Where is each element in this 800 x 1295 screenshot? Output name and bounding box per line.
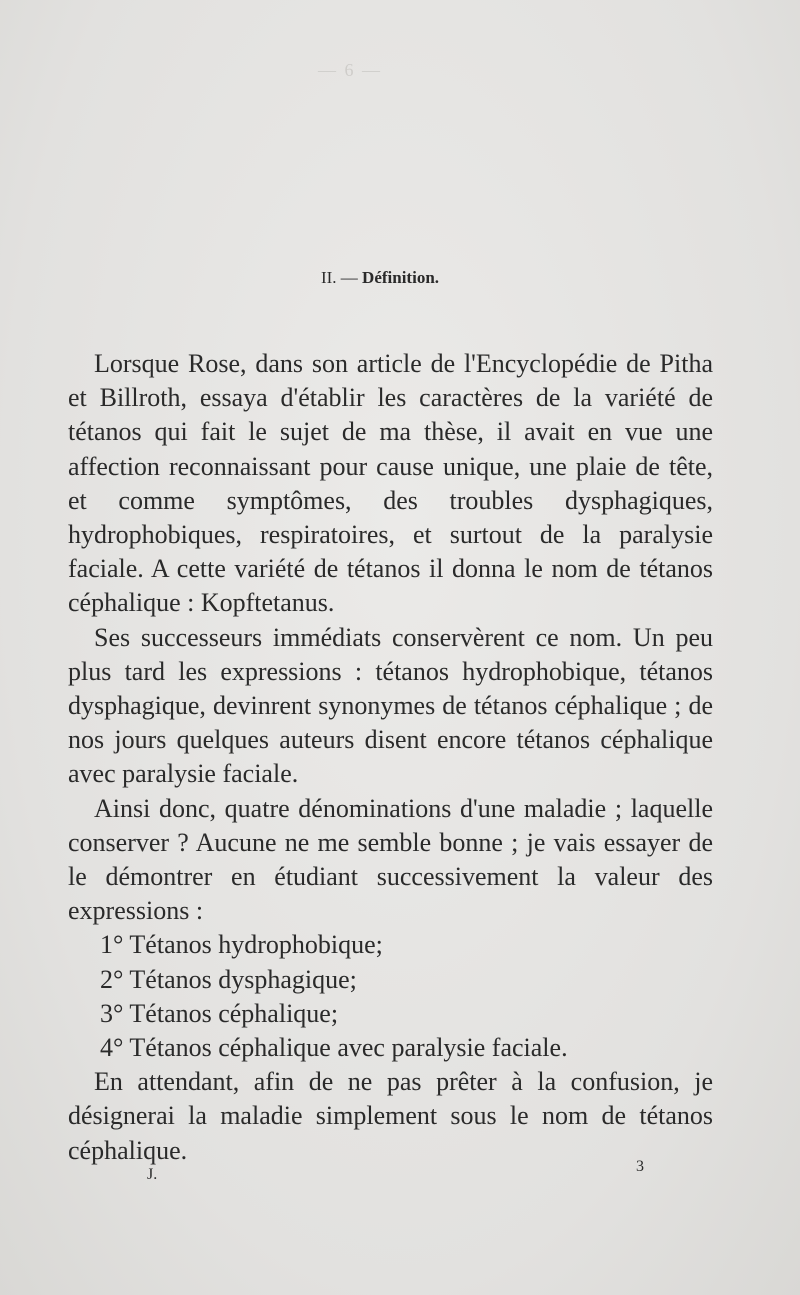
list-item: 3° Tétanos céphalique;	[100, 998, 339, 1028]
body-text	[68, 347, 713, 1168]
signature-number: 3	[636, 1158, 644, 1175]
list-item: 2° Tétanos dysphagique;	[100, 964, 357, 994]
closing-paragraph: En attendant, afin de ne pas prêter à la confusion, je désignerai la maladie simplement sous le nom de tétanos céphalique.	[68, 1067, 713, 1165]
section-heading	[0, 268, 760, 288]
faint-page-number: — 6 —	[318, 60, 382, 80]
list-item: 1° Tétanos hydrophobique;	[100, 930, 383, 960]
section-number: II. —	[320, 268, 358, 287]
term-list	[68, 928, 713, 1065]
paragraph: Ses successeurs immédiats conservèrent ce nom. Un peu plus tard les expressions : tétanos hydrophobique, tétanos dysphagique, devinrent synonymes de tétanos céphalique ; de nos jours quelques auteurs disent encore tétanos céphalique avec paralysie faciale.	[68, 622, 713, 789]
signature-mark: J.	[147, 1166, 158, 1183]
paragraph: Lorsque Rose, dans son article de l'Encyclopédie de Pitha et Billroth, essaya d'établir les caractères de la variété de tétanos qui fait le sujet de ma thèse, il avait en vue une affection reconnaissant pour cause unique, une plaie de tête, et comme symptômes, des troubles dysphagiques, hydrophobiques, respiratoires, et surtout de la paralysie faciale. A cette variété de tétanos il donna le nom de tétanos céphalique : Kopftetanus.	[68, 349, 713, 618]
section-title: Définition.	[362, 268, 440, 287]
paragraph: Ainsi donc, quatre dénominations d'une maladie ; laquelle conserver ? Aucune ne me semble bonne ; je vais essayer de le démontrer en étudiant successivement la valeur des expressions :	[68, 793, 713, 926]
list-item: 4° Tétanos céphalique avec paralysie faciale.	[100, 1033, 568, 1063]
